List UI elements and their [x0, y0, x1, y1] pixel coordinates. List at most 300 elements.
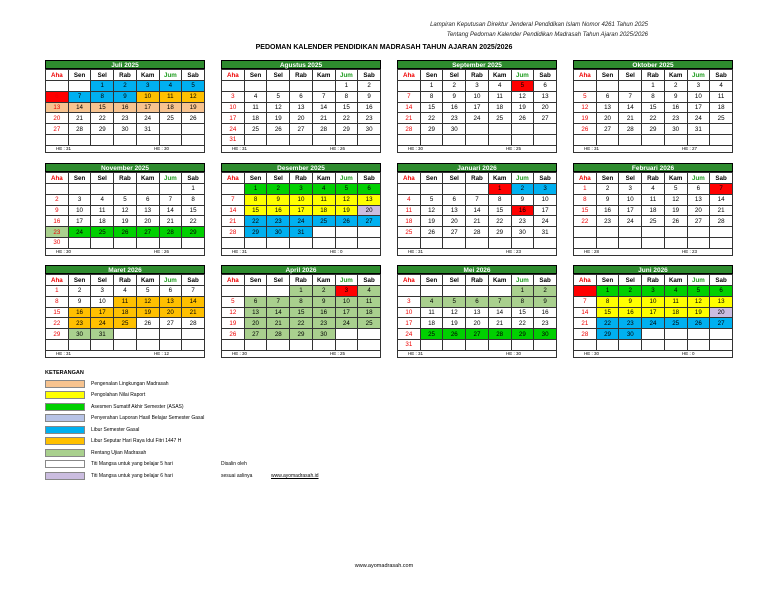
day-cell	[114, 339, 137, 350]
weekday-header: Sen	[420, 275, 443, 286]
day-cell: 17	[619, 205, 642, 216]
day-cell	[312, 134, 335, 145]
day-cell: 9	[114, 91, 137, 102]
day-cell: 14	[619, 102, 642, 113]
weekday-header: Rab	[466, 275, 489, 286]
day-cell: 15	[335, 102, 358, 113]
day-cell	[534, 124, 557, 135]
day-cell	[398, 134, 421, 145]
day-cell: 24	[619, 216, 642, 227]
weekday-header: Kam	[664, 275, 687, 286]
day-cell	[710, 134, 733, 145]
legend-item	[45, 390, 385, 402]
day-cell	[159, 339, 182, 350]
day-cell	[642, 237, 665, 248]
week-row	[222, 296, 381, 307]
weekday-header: Jum	[511, 275, 534, 286]
weekday-header: Kam	[664, 173, 687, 184]
legend-item	[45, 378, 385, 390]
day-cell: 1	[488, 184, 511, 195]
day-cell: 13	[710, 296, 733, 307]
day-cell: 3	[466, 81, 489, 92]
week-row	[222, 205, 381, 216]
weekday-header: Kam	[488, 70, 511, 81]
day-cell: 29	[596, 329, 619, 340]
day-cell: 21	[222, 216, 245, 227]
day-cell	[182, 329, 205, 340]
month-title: April 2026	[221, 265, 381, 274]
weekday-header: Rab	[642, 275, 665, 286]
day-cell	[687, 134, 710, 145]
day-cell	[443, 286, 466, 297]
effective-days-label: HE : 26	[154, 248, 170, 254]
week-row	[222, 124, 381, 135]
legend-note: Disalin oleh	[221, 461, 247, 468]
day-cell: 16	[267, 205, 290, 216]
weekday-header: Rab	[114, 70, 137, 81]
week-row	[398, 194, 557, 205]
day-cell: 11	[710, 91, 733, 102]
legend-swatch	[45, 460, 85, 468]
month-title: Januari 2026	[397, 163, 557, 172]
effective-days-footer	[221, 351, 381, 358]
day-cell: 11	[244, 102, 267, 113]
day-cell: 25	[91, 227, 114, 238]
day-cell	[182, 339, 205, 350]
day-cell	[136, 237, 159, 248]
day-cell: 22	[642, 113, 665, 124]
day-cell	[534, 134, 557, 145]
weekday-header: Kam	[488, 173, 511, 184]
weekday-header: Aha	[574, 70, 597, 81]
day-cell: 29	[488, 227, 511, 238]
effective-days-label: HE : 0	[330, 248, 343, 254]
legend-label: Asesmen Sumatif Akhir Semester (ASAS)	[91, 403, 184, 410]
day-cell: 8	[290, 296, 313, 307]
day-cell: 29	[642, 124, 665, 135]
weekday-header-row	[398, 70, 557, 81]
day-cell: 1	[596, 286, 619, 297]
day-cell: 15	[596, 307, 619, 318]
header-line-1: Lampiran Keputusan Direktur Jenderal Pendidikan Islam Nomor 4261 Tahun 2025	[430, 22, 648, 28]
day-cell: 19	[222, 318, 245, 329]
legend-label: Rentang Ujian Madrasah	[91, 449, 147, 456]
day-cell: 30	[114, 124, 137, 135]
day-cell	[182, 124, 205, 135]
day-cell	[114, 329, 137, 340]
weekday-header: Jum	[159, 173, 182, 184]
day-cell	[466, 184, 489, 195]
day-cell: 1	[335, 81, 358, 92]
day-cell: 29	[420, 124, 443, 135]
day-cell: 17	[335, 307, 358, 318]
day-cell: 18	[114, 307, 137, 318]
legend-swatch	[45, 437, 85, 445]
week-row	[574, 296, 733, 307]
day-cell	[244, 134, 267, 145]
day-cell	[244, 339, 267, 350]
day-cell	[574, 134, 597, 145]
day-cell	[335, 134, 358, 145]
day-cell: 24	[534, 216, 557, 227]
day-cell: 26	[222, 329, 245, 340]
day-cell: 13	[136, 205, 159, 216]
month-title: Juni 2026	[573, 265, 733, 274]
day-cell: 7	[488, 296, 511, 307]
week-row	[222, 318, 381, 329]
day-cell: 26	[574, 124, 597, 135]
week-row	[574, 307, 733, 318]
week-row	[398, 286, 557, 297]
weekday-header-row	[46, 275, 205, 286]
day-cell: 29	[335, 124, 358, 135]
day-cell: 16	[114, 102, 137, 113]
week-row	[398, 339, 557, 350]
day-cell	[222, 286, 245, 297]
day-cell	[596, 81, 619, 92]
day-cell: 24	[466, 113, 489, 124]
day-cell	[267, 81, 290, 92]
day-cell: 27	[596, 124, 619, 135]
effective-days-footer	[573, 249, 733, 256]
total-days-label: HE : 30	[408, 145, 424, 151]
day-cell: 18	[398, 216, 421, 227]
day-cell: 25	[244, 124, 267, 135]
week-row	[574, 91, 733, 102]
day-cell: 28	[488, 329, 511, 340]
day-cell	[664, 227, 687, 238]
day-cell: 4	[358, 286, 381, 297]
day-cell: 31	[534, 227, 557, 238]
day-cell: 27	[159, 318, 182, 329]
week-row	[46, 227, 205, 238]
day-cell: 14	[182, 296, 205, 307]
weekday-header: Sen	[420, 70, 443, 81]
day-cell	[290, 81, 313, 92]
day-cell: 15	[46, 307, 69, 318]
day-cell	[642, 339, 665, 350]
day-cell	[46, 134, 69, 145]
day-cell: 22	[244, 216, 267, 227]
day-cell: 9	[619, 296, 642, 307]
day-cell: 9	[358, 91, 381, 102]
day-cell: 16	[46, 216, 69, 227]
week-row	[46, 339, 205, 350]
day-cell: 6	[710, 286, 733, 297]
day-cell	[159, 134, 182, 145]
legend-title: KETERANGAN	[45, 370, 84, 376]
weekday-header: Sab	[710, 275, 733, 286]
effective-days-label: HE : 0	[682, 350, 695, 356]
day-cell	[420, 134, 443, 145]
day-cell: 15	[420, 102, 443, 113]
week-row	[398, 184, 557, 195]
effective-days-footer	[221, 249, 381, 256]
day-cell	[267, 134, 290, 145]
day-cell	[222, 237, 245, 248]
day-cell: 1	[574, 184, 597, 195]
day-cell: 25	[312, 216, 335, 227]
day-cell	[596, 237, 619, 248]
month-calendar	[397, 60, 557, 153]
effective-days-label: HE : 30	[506, 350, 522, 356]
day-cell: 20	[46, 113, 69, 124]
day-cell: 27	[244, 329, 267, 340]
weekday-header: Aha	[398, 70, 421, 81]
day-cell: 25	[420, 329, 443, 340]
day-cell: 18	[420, 318, 443, 329]
day-cell	[335, 329, 358, 340]
day-cell: 18	[642, 205, 665, 216]
day-cell	[710, 329, 733, 340]
day-cell: 23	[68, 318, 91, 329]
effective-days-footer	[397, 146, 557, 153]
weekday-header-row	[46, 173, 205, 184]
day-cell: 13	[466, 307, 489, 318]
effective-days-label: HE : 25	[506, 145, 522, 151]
total-days-label: HE : 31	[56, 145, 72, 151]
week-row	[222, 184, 381, 195]
day-cell	[511, 237, 534, 248]
day-cell	[312, 227, 335, 238]
month-calendar	[221, 163, 381, 256]
weekday-header: Sab	[358, 70, 381, 81]
day-cell	[159, 124, 182, 135]
day-cell: 23	[443, 113, 466, 124]
day-cell: 22	[91, 113, 114, 124]
day-cell: 17	[466, 102, 489, 113]
day-cell: 30	[664, 124, 687, 135]
day-cell: 12	[222, 307, 245, 318]
day-cell: 18	[244, 113, 267, 124]
day-cell: 23	[619, 318, 642, 329]
day-cell: 2	[511, 184, 534, 195]
week-row	[398, 237, 557, 248]
day-cell: 9	[596, 194, 619, 205]
total-days-label: HE : 30	[584, 350, 600, 356]
weekday-header-row	[222, 275, 381, 286]
day-cell: 23	[534, 318, 557, 329]
day-cell	[574, 237, 597, 248]
day-cell	[687, 339, 710, 350]
day-cell: 9	[267, 194, 290, 205]
day-cell: 5	[267, 91, 290, 102]
day-cell: 21	[68, 113, 91, 124]
day-cell: 2	[443, 81, 466, 92]
day-cell: 31	[222, 134, 245, 145]
legend-item	[45, 401, 385, 413]
day-cell	[159, 184, 182, 195]
weekday-header: Sen	[68, 275, 91, 286]
month-calendar	[573, 163, 733, 256]
day-cell: 27	[443, 227, 466, 238]
day-cell: 14	[574, 307, 597, 318]
weekday-header: Sen	[420, 173, 443, 184]
day-cell: 18	[91, 216, 114, 227]
day-cell: 11	[91, 205, 114, 216]
effective-days-footer	[221, 146, 381, 153]
day-cell: 2	[114, 81, 137, 92]
day-cell: 22	[335, 113, 358, 124]
day-cell	[466, 286, 489, 297]
effective-days-footer	[573, 146, 733, 153]
day-cell: 11	[664, 296, 687, 307]
legend-label: Penyerahan Laporan Hasil Belajar Semester Gasal	[91, 415, 205, 422]
weekday-header: Jum	[687, 70, 710, 81]
effective-days-footer	[45, 351, 205, 358]
day-cell	[244, 81, 267, 92]
day-cell: 8	[488, 194, 511, 205]
day-cell: 9	[46, 205, 69, 216]
day-cell: 3	[222, 91, 245, 102]
day-cell	[420, 286, 443, 297]
weekday-header: Rab	[290, 173, 313, 184]
weekday-header: Sel	[91, 70, 114, 81]
day-cell	[222, 81, 245, 92]
day-cell: 7	[182, 286, 205, 297]
day-cell	[443, 237, 466, 248]
day-cell: 26	[443, 329, 466, 340]
day-cell: 23	[596, 216, 619, 227]
week-row	[574, 318, 733, 329]
day-cell	[420, 184, 443, 195]
day-cell: 17	[642, 307, 665, 318]
week-row	[222, 216, 381, 227]
day-cell	[335, 227, 358, 238]
day-cell: 30	[511, 227, 534, 238]
day-cell: 7	[466, 194, 489, 205]
day-cell: 12	[335, 194, 358, 205]
week-row	[398, 329, 557, 340]
day-cell: 10	[222, 102, 245, 113]
weekday-header: Aha	[222, 173, 245, 184]
week-row	[46, 102, 205, 113]
day-cell	[398, 81, 421, 92]
weekday-header: Jum	[511, 70, 534, 81]
day-cell: 22	[46, 318, 69, 329]
week-row	[46, 134, 205, 145]
legend-item	[45, 470, 385, 482]
week-row	[222, 194, 381, 205]
week-row	[46, 329, 205, 340]
day-cell: 10	[466, 91, 489, 102]
footer-url[interactable]: www.ayomadrasah.com	[354, 563, 414, 569]
day-cell: 14	[488, 307, 511, 318]
weekday-header: Sel	[91, 173, 114, 184]
day-cell: 30	[68, 329, 91, 340]
day-cell	[398, 184, 421, 195]
day-cell: 20	[443, 216, 466, 227]
weekday-header: Aha	[574, 173, 597, 184]
day-cell: 10	[534, 194, 557, 205]
legend-item	[45, 413, 385, 425]
day-cell: 8	[596, 296, 619, 307]
day-cell: 21	[159, 216, 182, 227]
day-cell: 9	[68, 296, 91, 307]
week-row	[46, 81, 205, 92]
day-cell	[136, 184, 159, 195]
day-cell	[68, 237, 91, 248]
week-row	[398, 296, 557, 307]
day-cell: 4	[664, 286, 687, 297]
week-row	[46, 307, 205, 318]
weekday-header: Aha	[46, 275, 69, 286]
weekday-header: Sel	[443, 275, 466, 286]
day-cell	[398, 286, 421, 297]
day-cell: 26	[182, 113, 205, 124]
day-cell	[596, 339, 619, 350]
day-cell	[466, 124, 489, 135]
day-cell: 28	[619, 124, 642, 135]
day-cell: 5	[420, 194, 443, 205]
day-cell: 10	[687, 91, 710, 102]
day-cell: 5	[136, 286, 159, 297]
day-cell: 28	[182, 318, 205, 329]
weekday-header: Sab	[710, 70, 733, 81]
day-cell: 24	[222, 124, 245, 135]
day-cell: 12	[574, 102, 597, 113]
day-cell	[619, 237, 642, 248]
effective-days-label: HE : 26	[330, 145, 346, 151]
day-cell: 18	[159, 102, 182, 113]
day-cell: 11	[159, 91, 182, 102]
week-row	[46, 318, 205, 329]
day-cell: 5	[687, 286, 710, 297]
day-cell: 21	[312, 113, 335, 124]
day-cell: 28	[159, 227, 182, 238]
week-row	[574, 113, 733, 124]
day-cell: 12	[664, 194, 687, 205]
day-cell: 5	[222, 296, 245, 307]
day-cell: 21	[619, 113, 642, 124]
day-cell: 12	[443, 307, 466, 318]
week-row	[574, 329, 733, 340]
day-cell: 7	[312, 91, 335, 102]
day-cell: 3	[136, 81, 159, 92]
day-cell: 30	[443, 124, 466, 135]
day-cell	[488, 339, 511, 350]
day-cell: 23	[267, 216, 290, 227]
weekday-header: Aha	[398, 275, 421, 286]
day-cell	[710, 124, 733, 135]
total-days-label: HE : 31	[232, 248, 248, 254]
day-cell	[664, 329, 687, 340]
day-cell: 20	[136, 216, 159, 227]
day-cell: 14	[222, 205, 245, 216]
effective-days-footer	[45, 146, 205, 153]
day-cell: 26	[664, 216, 687, 227]
day-cell: 7	[68, 91, 91, 102]
day-cell	[68, 81, 91, 92]
weekday-header: Jum	[159, 70, 182, 81]
day-cell: 24	[335, 318, 358, 329]
day-cell: 1	[642, 81, 665, 92]
weekday-header: Sen	[68, 173, 91, 184]
week-row	[574, 102, 733, 113]
day-cell: 8	[420, 91, 443, 102]
day-cell: 30	[619, 329, 642, 340]
source-link[interactable]: www.ayomadrasah.id	[271, 472, 319, 479]
day-cell: 25	[642, 216, 665, 227]
effective-days-label: HE : 27	[682, 145, 698, 151]
day-cell	[574, 339, 597, 350]
day-cell	[290, 237, 313, 248]
day-cell: 3	[687, 81, 710, 92]
day-cell: 6	[136, 194, 159, 205]
week-row	[398, 81, 557, 92]
day-cell: 15	[642, 102, 665, 113]
day-cell: 6	[358, 184, 381, 195]
